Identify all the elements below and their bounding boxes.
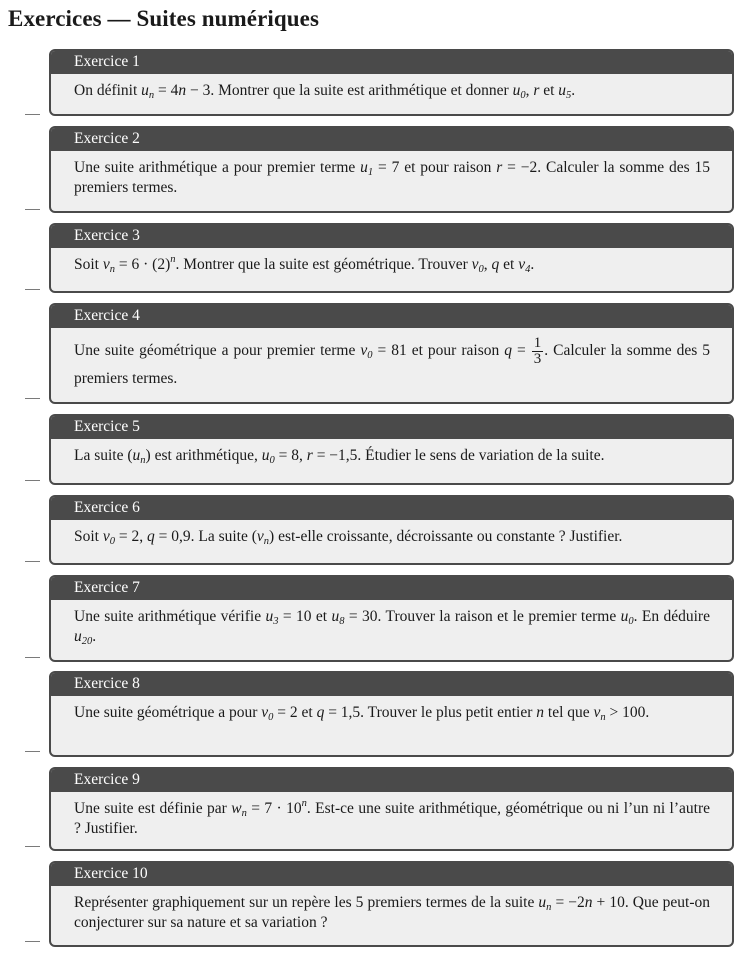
exercise-body: Soit $v_0 = 2$, q = 0,9. La suite $(v_n)$ est-elle croissante, décroissante ou constante ? Justifier. bbox=[74, 528, 623, 547]
exercise-card-10 bbox=[49, 861, 734, 947]
exercise-title: Exercice 7 bbox=[51, 577, 732, 600]
exercise-card-1 bbox=[49, 49, 734, 116]
margin-mark bbox=[25, 846, 40, 847]
exercise-title: Exercice 1 bbox=[51, 51, 732, 74]
margin-mark bbox=[25, 209, 40, 210]
margin-mark bbox=[25, 751, 40, 752]
exercise-title: Exercice 5 bbox=[51, 416, 732, 439]
exercise-card-9 bbox=[49, 767, 734, 851]
margin-mark bbox=[25, 289, 40, 290]
exercise-body: Une suite arithmétique a pour premier terme $u_1 = 7$ et pour raison r = −2. Calculer la somme des 15 premiers termes. bbox=[74, 159, 711, 196]
exercise-body: On définit $u_n = 4n - 3$. Montrer que la suite est arithmétique et donner $u_0$, r et $u_5$. bbox=[74, 82, 576, 101]
exercise-card-6 bbox=[49, 495, 734, 565]
exercise-card-8 bbox=[49, 671, 734, 757]
exercise-card-2 bbox=[49, 126, 734, 213]
fraction: $\frac{1}{3}$ bbox=[533, 335, 542, 367]
margin-mark bbox=[25, 480, 40, 481]
exercise-title: Exercice 2 bbox=[51, 128, 732, 151]
exercise-body: Une suite géométrique a pour premier terme $v_0 = 81$ et pour raison q = $\frac{1}{3}$ . Calculer la somme des 5 premiers termes. bbox=[74, 335, 710, 387]
margin-mark bbox=[25, 114, 40, 115]
exercise-title: Exercice 4 bbox=[51, 305, 732, 328]
margin-mark bbox=[25, 941, 40, 942]
margin-mark bbox=[25, 561, 40, 562]
exercise-title: Exercice 8 bbox=[51, 673, 732, 696]
exercise-body: Une suite arithmétique vérifie $u_3 = 10$ et $u_8 = 30$. Trouver la raison et le premier terme $u_0$. En déduire $u_{20}$. bbox=[74, 608, 710, 647]
margin-mark bbox=[25, 657, 40, 658]
exercise-title: Exercice 3 bbox=[51, 225, 732, 248]
margin-mark bbox=[25, 398, 40, 399]
exercise-title: Exercice 9 bbox=[51, 769, 732, 792]
exercise-title: Exercice 10 bbox=[51, 863, 732, 886]
exercise-card-5 bbox=[49, 414, 734, 485]
exercise-card-4 bbox=[49, 303, 734, 404]
exercise-title: Exercice 6 bbox=[51, 497, 732, 520]
exercise-body: Soit $v_n = 6 \cdot (2)^n$. Montrer que la suite est géométrique. Trouver $v_0$, q et $v_4$. bbox=[74, 254, 535, 275]
exercise-body: La suite $(u_n)$ est arithmétique, $u_0 = 8$, r = −1,5. Étudier le sens de variation de la suite. bbox=[74, 447, 605, 466]
exercise-body: Représenter graphiquement sur un repère les 5 premiers termes de la suite $u_n = -2n + 10$. Que peut-on conjecturer sur sa nature et sa variation ? bbox=[74, 894, 711, 931]
exercise-body: Une suite géométrique a pour $v_0 = 2$ et q = 1,5. Trouver le plus petit entier n tel que $v_n > 100$. bbox=[74, 704, 650, 723]
page-title: Exercices — Suites numériques bbox=[8, 6, 320, 31]
exercise-card-7 bbox=[49, 575, 734, 662]
exercise-body: Une suite est définie par $w_n = 7 \cdot 10^n$. Est-ce une suite arithmétique, géométrique ou ni l’un ni l’autre ? Justifier. bbox=[74, 798, 711, 837]
exercise-card-3 bbox=[49, 223, 734, 293]
